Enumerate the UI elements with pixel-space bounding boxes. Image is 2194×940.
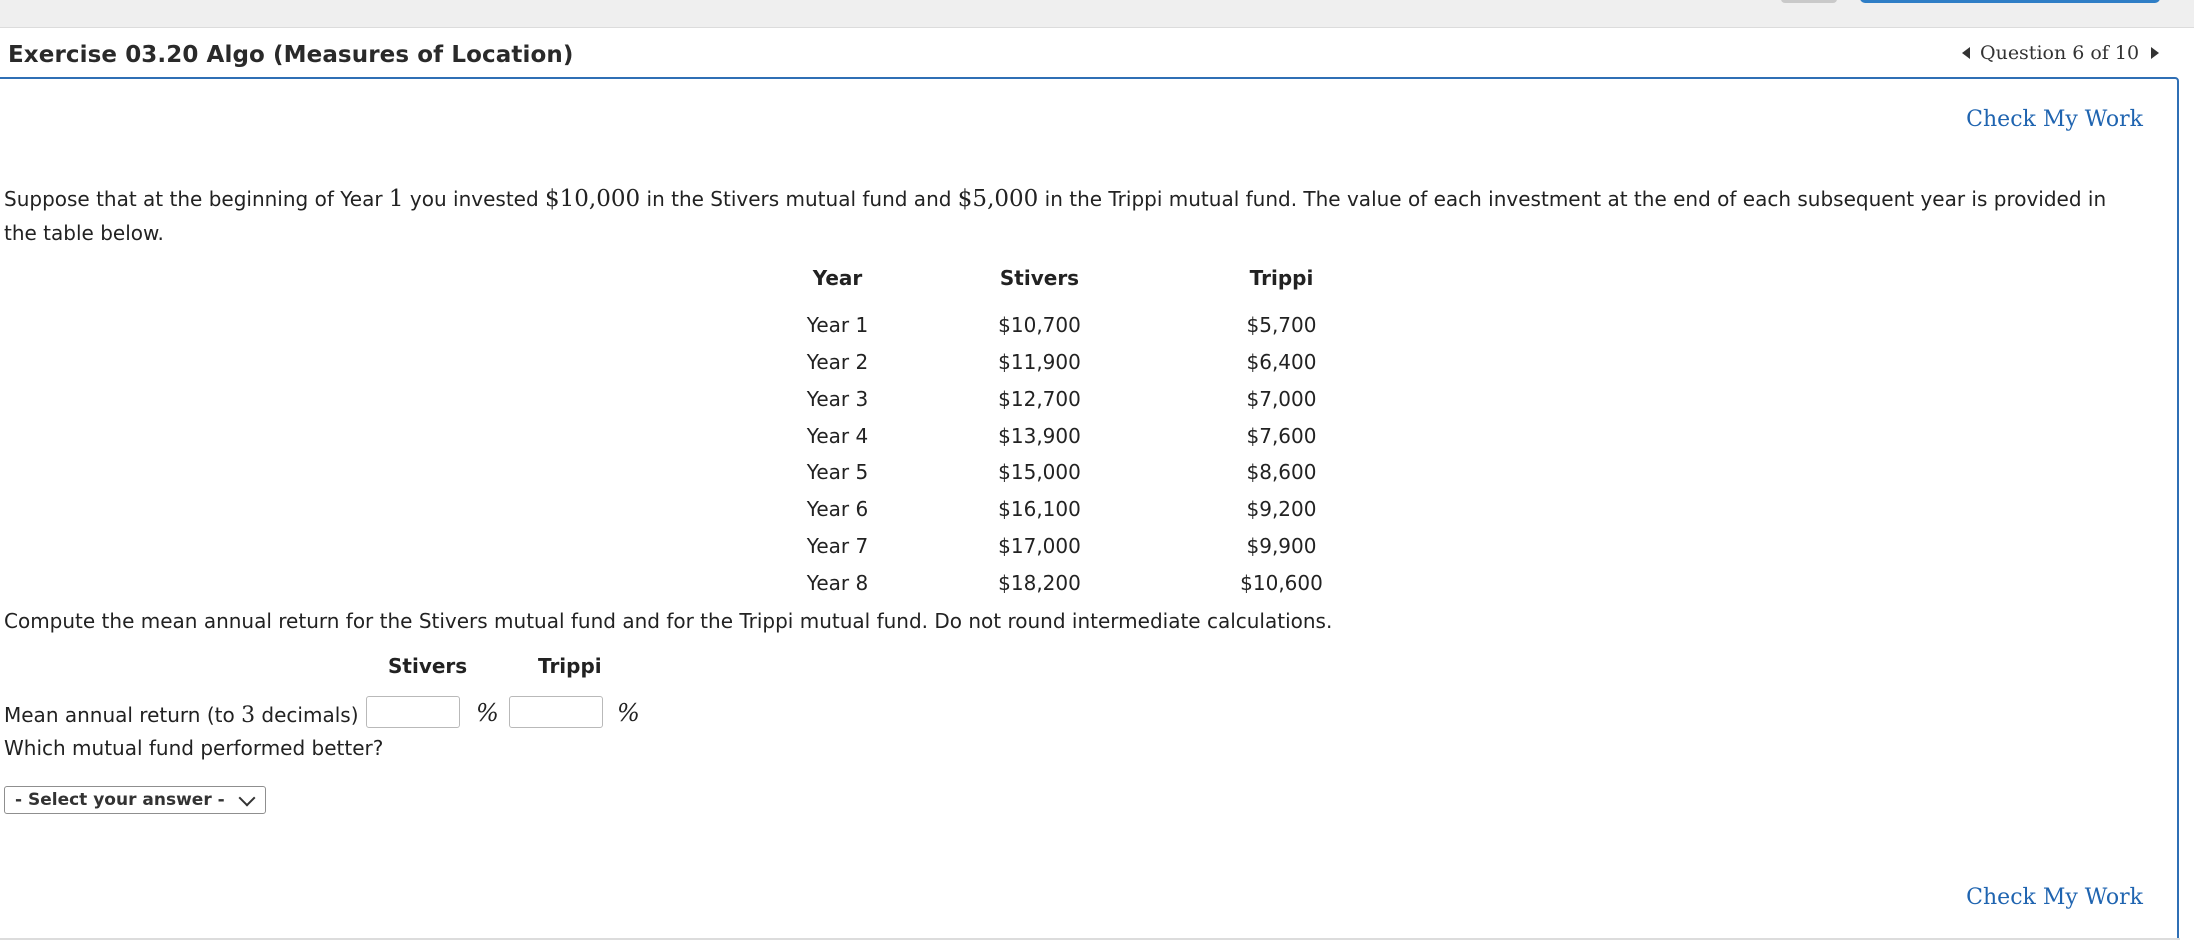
cell-trippi: $8,600 <box>1246 460 1317 484</box>
column-header-year: Year <box>812 266 863 290</box>
percent-sign: % <box>617 699 640 727</box>
toolbar-button[interactable] <box>1781 0 1837 3</box>
intro-text-1: Suppose that at the beginning of Year <box>4 187 389 211</box>
percent-sign: % <box>476 699 499 727</box>
cell-year: Year 6 <box>806 497 869 521</box>
question-counter: Question 6 of 10 <box>1980 42 2140 64</box>
cell-trippi: $7,000 <box>1246 387 1317 411</box>
cell-year: Year 8 <box>806 571 869 595</box>
mean-label-text-1: Mean annual return (to <box>4 703 242 727</box>
top-toolbar <box>0 0 2194 28</box>
cell-trippi: $6,400 <box>1246 350 1317 374</box>
cell-year: Year 2 <box>806 350 869 374</box>
mean-label-text-2: decimals) <box>255 703 359 727</box>
column-header-stivers: Stivers <box>999 266 1080 290</box>
cell-trippi: $9,200 <box>1246 497 1317 521</box>
question-intro <box>4 182 2144 250</box>
chevron-down-icon <box>239 790 256 807</box>
intro-stivers-amount: $10,000 <box>545 186 641 212</box>
exercise-title: Exercise 03.20 Algo (Measures of Location) <box>8 42 574 68</box>
which-fund-question: Which mutual fund performed better? <box>4 736 384 760</box>
question-panel <box>0 77 2179 940</box>
cell-trippi: $7,600 <box>1246 424 1317 448</box>
cell-year: Year 3 <box>806 387 869 411</box>
exercise-header <box>0 28 2194 76</box>
intro-year-number: 1 <box>388 186 404 212</box>
cell-year: Year 5 <box>806 460 869 484</box>
check-my-work-link-top[interactable]: Check My Work <box>1966 107 2143 132</box>
compute-instructions: Compute the mean annual return for the Stivers mutual fund and for the Trippi mutual fund. Do not round intermediate calculations. <box>4 609 1333 633</box>
column-header-trippi: Trippi <box>1249 266 1314 290</box>
cell-stivers: $17,000 <box>998 534 1081 558</box>
better-fund-select[interactable] <box>4 786 266 814</box>
intro-text-4: in the Trippi mutual fund. The value of each investment at the end of each subsequent year is provided in the table below. <box>4 187 2107 245</box>
cell-year: Year 1 <box>806 313 869 337</box>
cell-stivers: $13,900 <box>998 424 1081 448</box>
intro-trippi-amount: $5,000 <box>957 186 1039 212</box>
cell-stivers: $10,700 <box>998 313 1081 337</box>
cell-stivers: $11,900 <box>998 350 1081 374</box>
previous-question-icon[interactable] <box>1962 47 1970 59</box>
trippi-return-input[interactable] <box>509 696 603 728</box>
question-navigation <box>1962 42 2159 64</box>
mean-annual-return-label <box>4 703 359 728</box>
cell-stivers: $16,100 <box>998 497 1081 521</box>
mean-label-decimals: 3 <box>241 703 256 728</box>
cell-trippi: $5,700 <box>1246 313 1317 337</box>
answer-header-trippi: Trippi <box>538 654 602 678</box>
cell-stivers: $18,200 <box>998 571 1081 595</box>
cell-year: Year 7 <box>806 534 869 558</box>
intro-text-2: you invested <box>403 187 546 211</box>
select-value: - Select your answer - <box>15 790 225 810</box>
cell-trippi: $10,600 <box>1240 571 1323 595</box>
toolbar-primary-button[interactable] <box>1860 0 2160 3</box>
check-my-work-link-bottom[interactable]: Check My Work <box>1966 885 2143 910</box>
cell-stivers: $12,700 <box>998 387 1081 411</box>
answer-header-stivers: Stivers <box>388 654 468 678</box>
cell-trippi: $9,900 <box>1246 534 1317 558</box>
cell-stivers: $15,000 <box>998 460 1081 484</box>
intro-text-3: in the Stivers mutual fund and <box>640 187 958 211</box>
next-question-icon[interactable] <box>2151 47 2159 59</box>
stivers-return-input[interactable] <box>366 696 460 728</box>
cell-year: Year 4 <box>806 424 869 448</box>
